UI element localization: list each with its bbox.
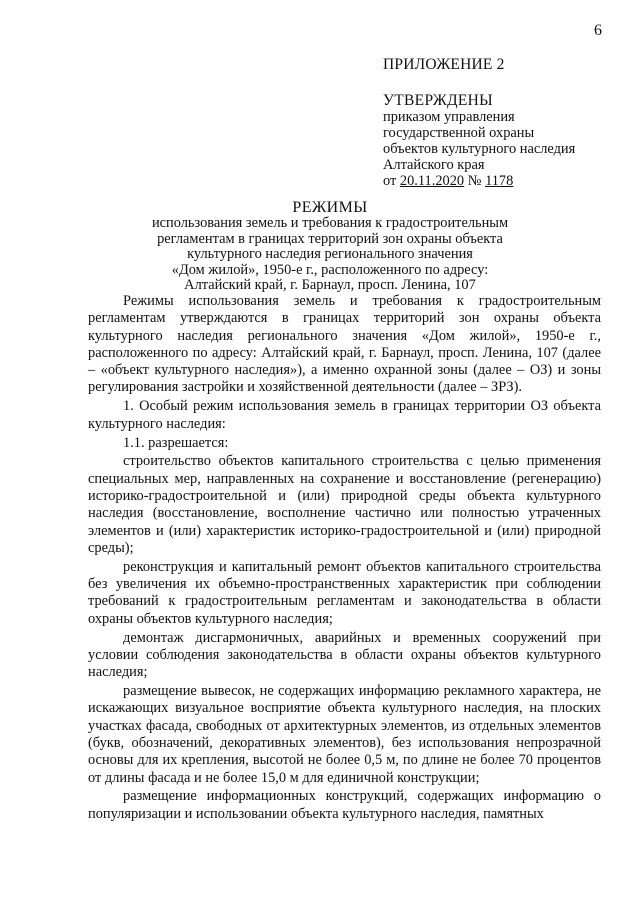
page-number: 6 [594, 22, 602, 39]
body-paragraph: Режимы использования земель и требования к градостроительным регламентам утверждаются в границах территорий зон охраны объекта культурного наследия регионального значения «Дом жилой», 1950-е г., расположенного по адресу: Алтайский край, г. Барнаул, просп. Ленина, 107 (далее – «объект культурного наследия»), а именно охранной зоны (далее – ОЗ) и зоны регулирования застройки и хозяйственной деятельности (далее – ЗРЗ). [88, 293, 601, 396]
document-title-block [110, 199, 550, 294]
body-paragraph: 1.1. разрешается: [123, 434, 229, 451]
body-paragraph: демонтаж дисгармоничных, аварийных и временных сооружений при условии соблюдения законодательства в области охраны объектов культурного наследия; [88, 629, 601, 681]
date-prefix: от [383, 173, 400, 189]
order-number: 1178 [485, 173, 514, 189]
order-line: государственной охраны [383, 125, 535, 141]
appendix-label: ПРИЛОЖЕНИЕ 2 [383, 56, 505, 73]
body-paragraph: размещение информационных конструкций, содержащих информацию о популяризации и использовании объекта культурного наследия, памятных [88, 788, 601, 822]
body-paragraph: строительство объектов капитального строительства с целью применения специальных мер, направленных на сохранение и восстановление (регенерацию) историко-градостроительной и (или) природной среды объекта культурного наследия (восстановление, восполнение частично или полностью утраченных элементов и (или) характеристик историко-градостроительной и (или) природной среды); [88, 453, 601, 556]
number-sign: № [464, 173, 486, 189]
document-title: РЕЖИМЫ [292, 199, 368, 216]
order-line: объектов культурного наследия [383, 141, 576, 157]
body-paragraph: размещение вывесок, не содержащих информацию рекламного характера, не искажающих визуальное восприятие объекта культурного наследия, на плоских участках фасада, свободных от архитектурных элементов, из отдельных элементов (букв, обозначений, декоративных элементов), без использования непрозрачной основы для их крепления, высотой не более 0,5 м, по длине не более 70 процентов от длины фасада и не более 15,0 м для единичной конструкции; [88, 683, 601, 786]
body-paragraph: реконструкция и капитальный ремонт объектов капитального строительства без увеличения их объемно-пространственных характеристик при соблюдении требований к градостроительным регламентам и законодательства в области охраны объектов культурного наследия; [88, 558, 601, 627]
order-line: Алтайского края [383, 157, 485, 173]
subtitle-line: «Дом жилой», 1950-е г., расположенного по адресу: [171, 261, 489, 278]
subtitle-line: культурного наследия регионального значения [187, 246, 473, 263]
body-paragraph: 1. Особый режим использования земель в границах территории ОЗ объекта культурного наследия: [88, 398, 601, 432]
order-date-line [383, 173, 623, 189]
subtitle-line: использования земель и требования к градостроительным [151, 215, 509, 231]
approved-label: УТВЕРЖДЕНЫ [383, 92, 493, 109]
document-body [88, 293, 601, 825]
order-line: приказом управления [383, 109, 515, 125]
appendix-block [383, 57, 623, 189]
order-date: 20.11.2020 [399, 173, 465, 189]
subtitle-line: Алтайский край, г. Барнаул, просп. Ленина, 107 [184, 277, 476, 294]
subtitle-line: регламентам в границах территорий зон охраны объекта [157, 230, 503, 247]
